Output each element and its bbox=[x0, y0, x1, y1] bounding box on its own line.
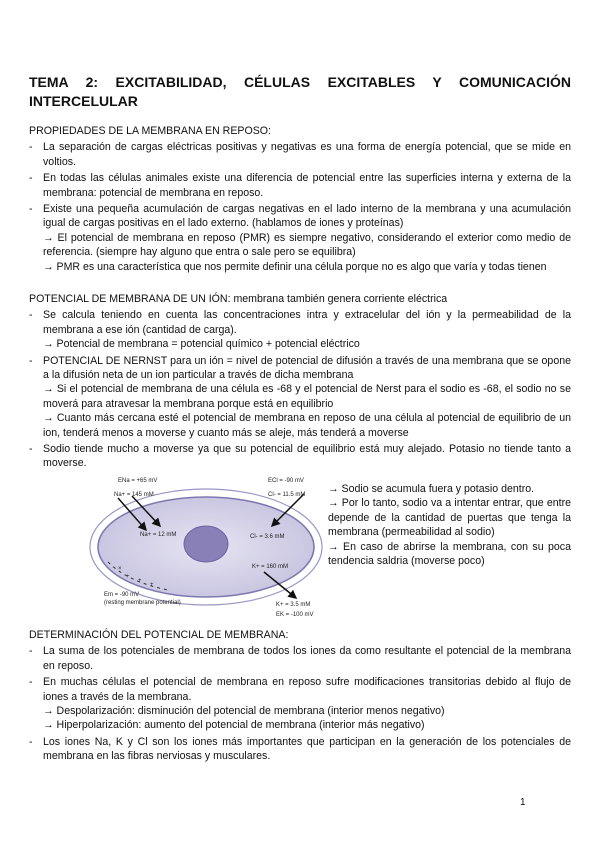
label-e-cl: ECl = -90 mV bbox=[268, 478, 304, 484]
label-cl-in: Cl- = 3.6 mM bbox=[250, 534, 285, 540]
label-k-out: K+ = 3.5 mM bbox=[276, 602, 311, 608]
figure-note: → Sodio se acumula fuera y potasio dentro. bbox=[328, 483, 535, 495]
page-number: 1 bbox=[520, 797, 526, 808]
list-item: - En todas las células animales existe una diferencia de potencial entre las superficies interna y externa de la membrana: potencial de membrana en reposo. bbox=[29, 171, 571, 200]
label-e-k: EK = -100 mV bbox=[276, 612, 314, 618]
charge-sign: + bbox=[126, 574, 130, 580]
list-item: - Sodio tiende mucho a moverse ya que su potencial de equilibrio está muy alejado. Potasio no tiende tanto a moverse. bbox=[29, 442, 571, 471]
section-heading: POTENCIAL DE MEMBRANA DE UN IÓN: membrana también genera corriente eléctrica bbox=[29, 293, 448, 305]
label-cl-out: Cl- = 11.5 mM bbox=[268, 492, 306, 498]
section-heading: DETERMINACIÓN DEL POTENCIAL DE MEMBRANA: bbox=[29, 629, 289, 641]
label-e-na: ENa = +65 mV bbox=[118, 478, 158, 484]
list-item: - La separación de cargas eléctricas positivas y negativas es una forma de energía potencial, que se mide en voltios. bbox=[29, 140, 571, 169]
figure-notes bbox=[328, 482, 571, 568]
section-heading: PROPIEDADES DE LA MEMBRANA EN REPOSO: bbox=[29, 125, 271, 137]
list-item: - POTENCIAL DE NERNST para un ión = nivel de potencial de difusión a través de una membrana que se opone a la difusión neta de un ion particular a través de dicha membrana → Si el potencial de membrana de una célula es -68 y el potencial de Nerst para el sodio es -68, el sodio no se moverá para atravesar la membrana porque está en equilibrio → Cuanto más cercana esté el potencial de membrana en reposo de una célula al potencial de equilibrio de un ion, tenderá menos a moverse y cuanto más se aleje, más tenderá a moverse bbox=[29, 354, 571, 440]
figure-note: → Por lo tanto, sodio va a intentar entrar, que entre depende de la cantidad de puertas que tenga la membrana (permeabilidad al sodio) bbox=[328, 497, 571, 539]
list-item: - La suma de los potenciales de membrana de todos los iones da como resultante el potencial de la membrana en reposo. bbox=[29, 644, 571, 673]
sub-note: → Si el potencial de membrana de una célula es -68 y el potencial de Nerst para el sodio es -68, el sodio no se moverá para atravesar la membrana porque está en equilibrio bbox=[43, 383, 571, 410]
list-item: - Existe una pequeña acumulación de cargas negativas en el lado interno de la membrana y una acumulación igual de cargas positivas en el lado externo. (hablamos de iones y proteínas) → El potencial de membrana en reposo (PMR) es siempre negativo, considerando el exterior como medio de referencia. (siempre hay alguno que entra o sale pero se equilibra) → PMR es una característica que nos permite definir una célula porque no es algo que varía y todas tienen bbox=[29, 202, 571, 274]
label-na-out: Na+ = 145 mM bbox=[114, 492, 154, 498]
charge-sign: × bbox=[118, 566, 122, 572]
list-item: - En muchas células el potencial de membrana en reposo sufre modificaciones transitorias debido al flujo de iones a través de la membrana. → Despolarización: disminución del potencial de membrana (interior menos negativo) → Hiperpolarización: aumento del potencial de membrana (interior más negativo) bbox=[29, 675, 571, 733]
label-em: Em = -90 mV bbox=[104, 592, 140, 598]
membrane-diagram bbox=[88, 474, 324, 620]
charge-sign: + bbox=[138, 578, 142, 584]
nucleus bbox=[184, 526, 228, 562]
sub-note: → PMR es una característica que nos permite definir una célula porque no es algo que varía y todas tienen bbox=[43, 260, 547, 273]
sub-note: → El potencial de membrana en reposo (PMR) es siempre negativo, considerando el exterior como medio de referencia. (siempre hay alguno que entra o sale pero se equilibra) bbox=[43, 231, 571, 259]
sub-note: → Hiperpolarización: aumento del potencial de membrana (interior más negativo) bbox=[43, 719, 425, 732]
section-ion-potential bbox=[29, 292, 571, 473]
label-na-in: Na+ = 12 mM bbox=[140, 532, 177, 538]
list-item: - Los iones Na, K y Cl son los iones más importantes que participan en la generación de los potenciales de membrana en las fibras nerviosas y musculares. bbox=[29, 735, 571, 764]
label-em-note: (resting membrane potential) bbox=[104, 600, 181, 606]
sub-note: → Despolarización: disminución del potencial de membrana (interior menos negativo) bbox=[43, 705, 445, 718]
section-membrane-potential bbox=[29, 628, 571, 766]
section-resting-membrane bbox=[29, 124, 571, 276]
charge-sign: + bbox=[150, 582, 154, 588]
label-k-in: K+ = 160 mM bbox=[252, 564, 289, 570]
list-item: - Se calcula teniendo en cuenta las concentraciones intra y extracelular del ión y la permeabilidad de la membrana a ese ión (cantidad de carga). → Potencial de membrana = potencial químico + potencial eléctrico bbox=[29, 308, 571, 351]
page-title: TEMA 2: EXCITABILIDAD, CÉLULAS EXCITABLES Y COMUNICACIÓN INTERCELULAR bbox=[29, 74, 571, 109]
figure-note: → En caso de abrirse la membrana, con su poca tendencia saldria (moverse poco) bbox=[328, 540, 571, 568]
sub-note: → Potencial de membrana = potencial químico + potencial eléctrico bbox=[43, 338, 360, 351]
sub-note: → Cuanto más cercana esté el potencial de membrana en reposo de una célula al potencial de equilibrio de un ion, tenderá menos a moverse y cuanto más se aleje, más tenderá a moverse bbox=[43, 412, 571, 439]
